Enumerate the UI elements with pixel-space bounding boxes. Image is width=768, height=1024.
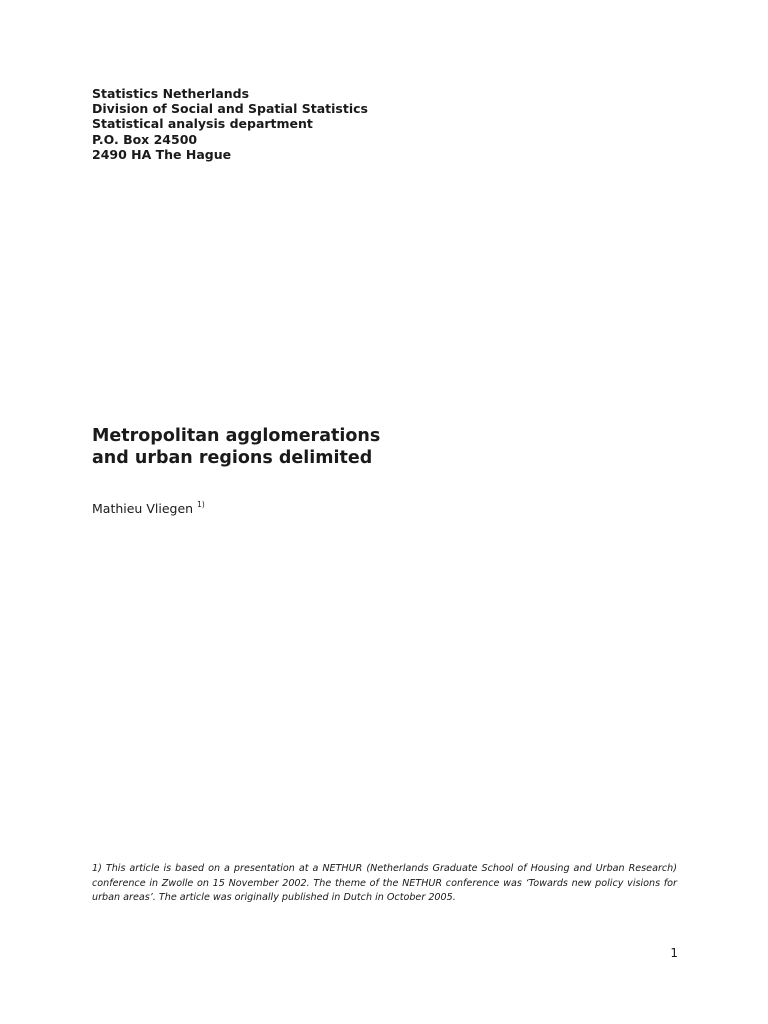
title-line-1: Metropolitan agglomerations [92, 426, 381, 446]
publisher-address-block [92, 86, 368, 162]
author-name: Mathieu Vliegen [92, 501, 194, 516]
address-line-department: Statistical analysis department [92, 116, 313, 132]
footnote: 1) This article is based on a presentation at a NETHUR (Netherlands Graduate School of Housing and Urban Research) conference in Zwolle on 15 November 2002. The theme of the NETHUR conference was ‘Towards new policy visions for urban areas’. The article was originally published in Dutch in October 2005. [92, 863, 677, 904]
address-line-city: 2490 HA The Hague [92, 146, 232, 162]
page-number: 1 [670, 946, 678, 960]
address-line-po-box: P.O. Box 24500 [92, 131, 198, 147]
document-title [92, 425, 380, 469]
author-footnote-marker: 1) [197, 500, 205, 509]
address-line-organization: Statistics Netherlands [92, 86, 250, 101]
title-line-2: and urban regions delimited [92, 448, 373, 468]
author-line [92, 497, 205, 516]
address-line-division: Division of Social and Spatial Statistics [92, 101, 368, 117]
